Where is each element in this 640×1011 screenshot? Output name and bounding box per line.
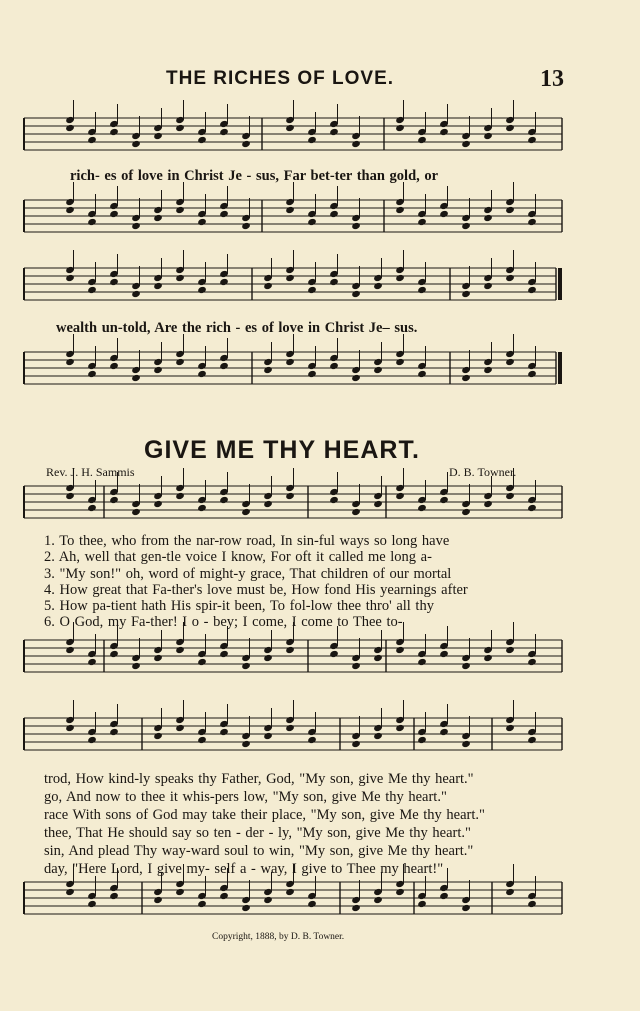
note-head	[65, 358, 75, 366]
verse-line: 5. How pa-tient hath His spir-it been, To fol-low thee thro' all thy	[44, 598, 434, 615]
note-head	[175, 724, 185, 732]
note-head	[131, 374, 141, 382]
verse-line: thee, That He should say so ten - der - ly, "My son, give Me thy heart."	[44, 825, 471, 841]
note-head	[109, 278, 119, 286]
note-head	[175, 646, 185, 654]
note-head	[285, 206, 295, 214]
note-head	[241, 222, 251, 230]
note-head	[351, 374, 361, 382]
note-head	[263, 732, 273, 740]
note-head	[285, 724, 295, 732]
note-head	[285, 492, 295, 500]
note-head	[527, 658, 537, 666]
note-head	[263, 654, 273, 662]
note-head	[87, 736, 97, 744]
note-head	[307, 736, 317, 744]
note-head	[285, 646, 295, 654]
note-head	[241, 662, 251, 670]
hymn2-composer: D. B. Towner.	[449, 465, 517, 479]
note-head	[351, 222, 361, 230]
note-head	[65, 492, 75, 500]
note-head	[329, 128, 339, 136]
note-head	[439, 210, 449, 218]
note-head	[505, 358, 515, 366]
note-head	[153, 282, 163, 290]
note-head	[351, 740, 361, 748]
verse-line: trod, How kind-ly speaks thy Father, God, "My son, give Me thy heart."	[44, 771, 474, 787]
note-head	[197, 900, 207, 908]
note-head	[197, 370, 207, 378]
note-head	[175, 888, 185, 896]
note-head	[153, 132, 163, 140]
note-head	[65, 206, 75, 214]
note-head	[505, 492, 515, 500]
note-head	[219, 892, 229, 900]
note-head	[461, 222, 471, 230]
note-head	[87, 218, 97, 226]
note-head	[87, 504, 97, 512]
note-head	[241, 508, 251, 516]
note-head	[263, 896, 273, 904]
note-head	[87, 286, 97, 294]
note-head	[483, 366, 493, 374]
note-head	[329, 210, 339, 218]
note-head	[395, 358, 405, 366]
note-head	[241, 140, 251, 148]
note-head	[351, 662, 361, 670]
note-head	[373, 282, 383, 290]
note-head	[417, 218, 427, 226]
note-head	[395, 274, 405, 282]
hymn1-lyric-line1: rich- es of love in Christ Je - sus, Far bet-ter than gold, or	[70, 168, 439, 184]
note-head	[439, 650, 449, 658]
verse-line: 6. O God, my Fa-ther! I o - bey; I come, I come to Thee to-	[44, 614, 403, 631]
note-head	[175, 124, 185, 132]
note-head	[351, 290, 361, 298]
note-head	[219, 728, 229, 736]
note-head	[307, 136, 317, 144]
note-head	[65, 888, 75, 896]
note-head	[175, 492, 185, 500]
note-head	[153, 732, 163, 740]
note-head	[109, 496, 119, 504]
verse-line: go, And now to thee it whis-pers low, "My son, give Me thy heart."	[44, 789, 447, 805]
note-head	[175, 206, 185, 214]
hymn1-lyric-line2: wealth un-told, Are the rich - es of love in Christ Je– sus.	[56, 320, 418, 336]
note-head	[219, 210, 229, 218]
note-head	[109, 128, 119, 136]
verse-line: 2. Ah, well that gen-tle voice I know, For oft it called me long a-	[44, 549, 432, 566]
note-head	[461, 290, 471, 298]
note-head	[483, 132, 493, 140]
note-head	[373, 366, 383, 374]
note-head	[131, 662, 141, 670]
note-head	[373, 654, 383, 662]
note-head	[527, 136, 537, 144]
note-head	[329, 362, 339, 370]
note-head	[439, 128, 449, 136]
note-head	[417, 900, 427, 908]
note-head	[395, 206, 405, 214]
note-head	[483, 214, 493, 222]
note-head	[219, 650, 229, 658]
note-head	[109, 728, 119, 736]
note-head	[263, 366, 273, 374]
note-head	[351, 140, 361, 148]
note-head	[395, 888, 405, 896]
note-head	[505, 124, 515, 132]
note-head	[131, 140, 141, 148]
note-head	[461, 904, 471, 912]
note-head	[351, 904, 361, 912]
note-head	[461, 374, 471, 382]
note-head	[461, 662, 471, 670]
note-head	[197, 218, 207, 226]
note-head	[505, 888, 515, 896]
note-head	[109, 210, 119, 218]
note-head	[65, 274, 75, 282]
note-head	[461, 140, 471, 148]
note-head	[87, 900, 97, 908]
note-head	[109, 650, 119, 658]
note-head	[527, 736, 537, 744]
note-head	[153, 654, 163, 662]
note-head	[219, 496, 229, 504]
note-head	[417, 136, 427, 144]
note-head	[197, 286, 207, 294]
note-head	[263, 500, 273, 508]
note-head	[131, 290, 141, 298]
verse-line: day, "Here Lord, I give my- self a - way, I give to Thee my heart!"	[44, 861, 444, 877]
hymn2-verses-part1	[44, 533, 468, 631]
note-head	[285, 274, 295, 282]
note-head	[285, 358, 295, 366]
note-head	[505, 646, 515, 654]
note-head	[439, 728, 449, 736]
note-head	[483, 654, 493, 662]
page-number: 13	[540, 66, 564, 92]
note-head	[175, 358, 185, 366]
hymn2-title: GIVE ME THY HEART.	[144, 436, 420, 464]
verse-line: 4. How great that Fa-ther's love must be, How fond His yearnings after	[44, 581, 468, 598]
verse-line: 1. To thee, who from the nar-row road, In sin-ful ways so long have	[44, 533, 450, 549]
note-head	[483, 500, 493, 508]
note-head	[417, 736, 427, 744]
note-head	[285, 124, 295, 132]
verse-line: race With sons of God may take their place, "My son, give Me thy heart."	[44, 807, 485, 823]
note-head	[527, 504, 537, 512]
hymn2-verses-part2	[44, 770, 485, 878]
note-head	[417, 370, 427, 378]
note-head	[527, 286, 537, 294]
note-head	[263, 282, 273, 290]
note-head	[439, 892, 449, 900]
note-head	[395, 646, 405, 654]
note-head	[307, 218, 317, 226]
note-head	[197, 736, 207, 744]
note-head	[461, 740, 471, 748]
note-head	[197, 136, 207, 144]
note-head	[351, 508, 361, 516]
note-head	[505, 274, 515, 282]
note-head	[153, 500, 163, 508]
note-head	[395, 492, 405, 500]
note-head	[65, 124, 75, 132]
note-head	[373, 732, 383, 740]
note-head	[373, 500, 383, 508]
note-head	[527, 900, 537, 908]
note-head	[417, 504, 427, 512]
note-head	[461, 508, 471, 516]
copyright: Copyright, 1888, by D. B. Towner.	[212, 932, 345, 942]
note-head	[219, 128, 229, 136]
note-head	[505, 724, 515, 732]
note-head	[153, 214, 163, 222]
note-head	[527, 218, 537, 226]
note-head	[329, 278, 339, 286]
note-head	[417, 658, 427, 666]
note-head	[219, 362, 229, 370]
note-head	[87, 136, 97, 144]
verse-line: sin, And plead Thy way-ward soul to win, "My son, give Me thy heart."	[44, 843, 474, 859]
note-head	[87, 370, 97, 378]
hymn2-author: Rev. J. H. Sammis	[46, 465, 135, 479]
note-head	[285, 888, 295, 896]
note-head	[329, 496, 339, 504]
note-head	[153, 366, 163, 374]
note-head	[241, 904, 251, 912]
note-head	[219, 278, 229, 286]
hymn1-title: THE RICHES OF LOVE.	[166, 68, 395, 89]
note-head	[307, 900, 317, 908]
note-head	[153, 896, 163, 904]
note-head	[197, 504, 207, 512]
note-head	[65, 724, 75, 732]
note-head	[197, 658, 207, 666]
note-head	[373, 896, 383, 904]
note-head	[131, 508, 141, 516]
note-head	[109, 892, 119, 900]
note-head	[109, 362, 119, 370]
note-head	[175, 274, 185, 282]
note-head	[241, 740, 251, 748]
note-head	[307, 286, 317, 294]
note-head	[439, 496, 449, 504]
note-head	[87, 658, 97, 666]
note-head	[131, 222, 141, 230]
note-head	[505, 206, 515, 214]
note-head	[483, 282, 493, 290]
note-head	[395, 124, 405, 132]
note-head	[417, 286, 427, 294]
verse-line: 3. "My son!" oh, word of might-y grace, That children of our mortal	[44, 565, 452, 582]
note-head	[307, 370, 317, 378]
note-head	[527, 370, 537, 378]
note-head	[65, 646, 75, 654]
note-head	[395, 724, 405, 732]
note-head	[329, 650, 339, 658]
